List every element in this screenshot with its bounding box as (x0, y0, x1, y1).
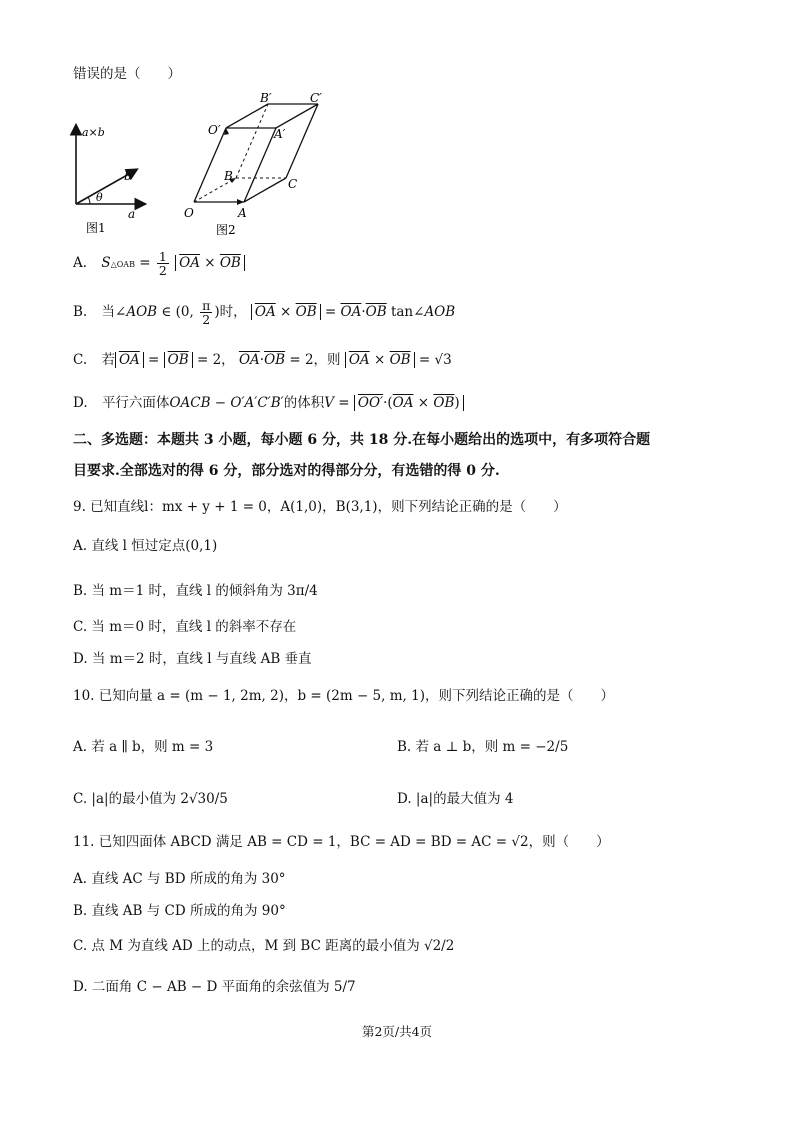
point-B-prime: B′ (260, 91, 272, 105)
q11-option-a: A. 直线 AC 与 BD 所成的角为 30° (73, 871, 286, 887)
figure1-caption: 图1 (86, 221, 106, 235)
q10-option-b: B. 若 a ⊥ b，则 m = −2/5 (397, 739, 569, 755)
q10-option-d: D. |a|的最大值为 4 (397, 791, 514, 807)
q9-option-c: C. 当 m＝0 时，直线 l 的斜率不存在 (73, 619, 297, 635)
point-O-prime: O′ (208, 123, 221, 137)
label-theta: θ (96, 191, 103, 204)
point-C: C (288, 177, 298, 191)
label-axb: a×b (82, 126, 105, 139)
q11-option-c: C. 点 M 为直线 AD 上的动点，M 到 BC 距离的最小值为 √2/2 (73, 938, 455, 954)
figure-2 (182, 90, 342, 240)
label-b: b (124, 169, 132, 183)
point-A-prime: A′ (274, 127, 286, 141)
point-B: B (224, 169, 233, 183)
q9-option-d: D. 当 m＝2 时，直线 l 与直线 AB 垂直 (73, 651, 312, 667)
q8-option-c: C. 若 $\overline{OA} = \overline{OB} = 2$， $\overline{OA}\cdot\overline{OB} = 2$，则 $\overline{OA} \times \overline{OB} = √3$ (73, 352, 452, 368)
section2-line1: 二、多选题：本题共 3 小题，每小题 6 分，共 18 分.在每小题给出的选项中，有多项符合题 (73, 432, 651, 448)
q10-stem: 10. 已知向量 a = (m − 1, 2m, 2)，b = (2m − 5, m, 1)，则下列结论正确的是（ ） (73, 688, 614, 704)
q9-stem: 9. 已知直线l：mx + y + 1 = 0，A(1,0)，B(3,1)，则下列结论正确的是（ ） (73, 499, 567, 515)
point-C-prime: C′ (310, 91, 322, 105)
page-footer: 第2页/共4页 (361, 1024, 433, 1039)
point-O: O (184, 206, 194, 220)
q11-option-d: D. 二面角 C − AB − D 平面角的余弦值为 5/7 (73, 979, 356, 995)
q9-option-a: A. 直线 l 恒过定点(0,1) (73, 538, 218, 554)
q8-option-a: A. S△OAB = $\frac{1}{2}$ $\overline{OA} \times \overline{OB}$ (73, 250, 245, 277)
intro-line: 错误的是（ ） (73, 66, 181, 82)
point-A: A (238, 206, 247, 220)
section2-line2: 目要求.全部选对的得 6 分，部分选对的得部分分，有选错的得 0 分. (73, 463, 500, 479)
q9-option-b: B. 当 m＝1 时，直线 l 的倾斜角为 3π/4 (73, 583, 318, 599)
q10-option-c: C. |a|的最小值为 2√30/5 (73, 791, 228, 807)
q8-option-d: D. 平行六面体OACB − O′A′C′B′的体积$V = OO'\cdot(\overline{OA} \times \overline{OB})$ (73, 393, 464, 413)
figure-1 (60, 118, 170, 238)
q10-option-a: A. 若 a ∥ b，则 m = 3 (73, 739, 214, 755)
label-a: a (128, 207, 136, 221)
q8-option-b: B. 当∠AOB ∈ (0, $\frac{\pi}{2}$ )时， $\overline{OA} \times \overline{OB} = \overline{OA}\cdot\overline{OB}$ tan∠AOB (73, 298, 456, 328)
q11-option-b: B. 直线 AB 与 CD 所成的角为 90° (73, 903, 286, 919)
figure2-caption: 图2 (216, 223, 236, 237)
q11-stem: 11. 已知四面体 ABCD 满足 AB = CD = 1，BC = AD = BD = AC = √2，则（ ） (73, 834, 610, 850)
